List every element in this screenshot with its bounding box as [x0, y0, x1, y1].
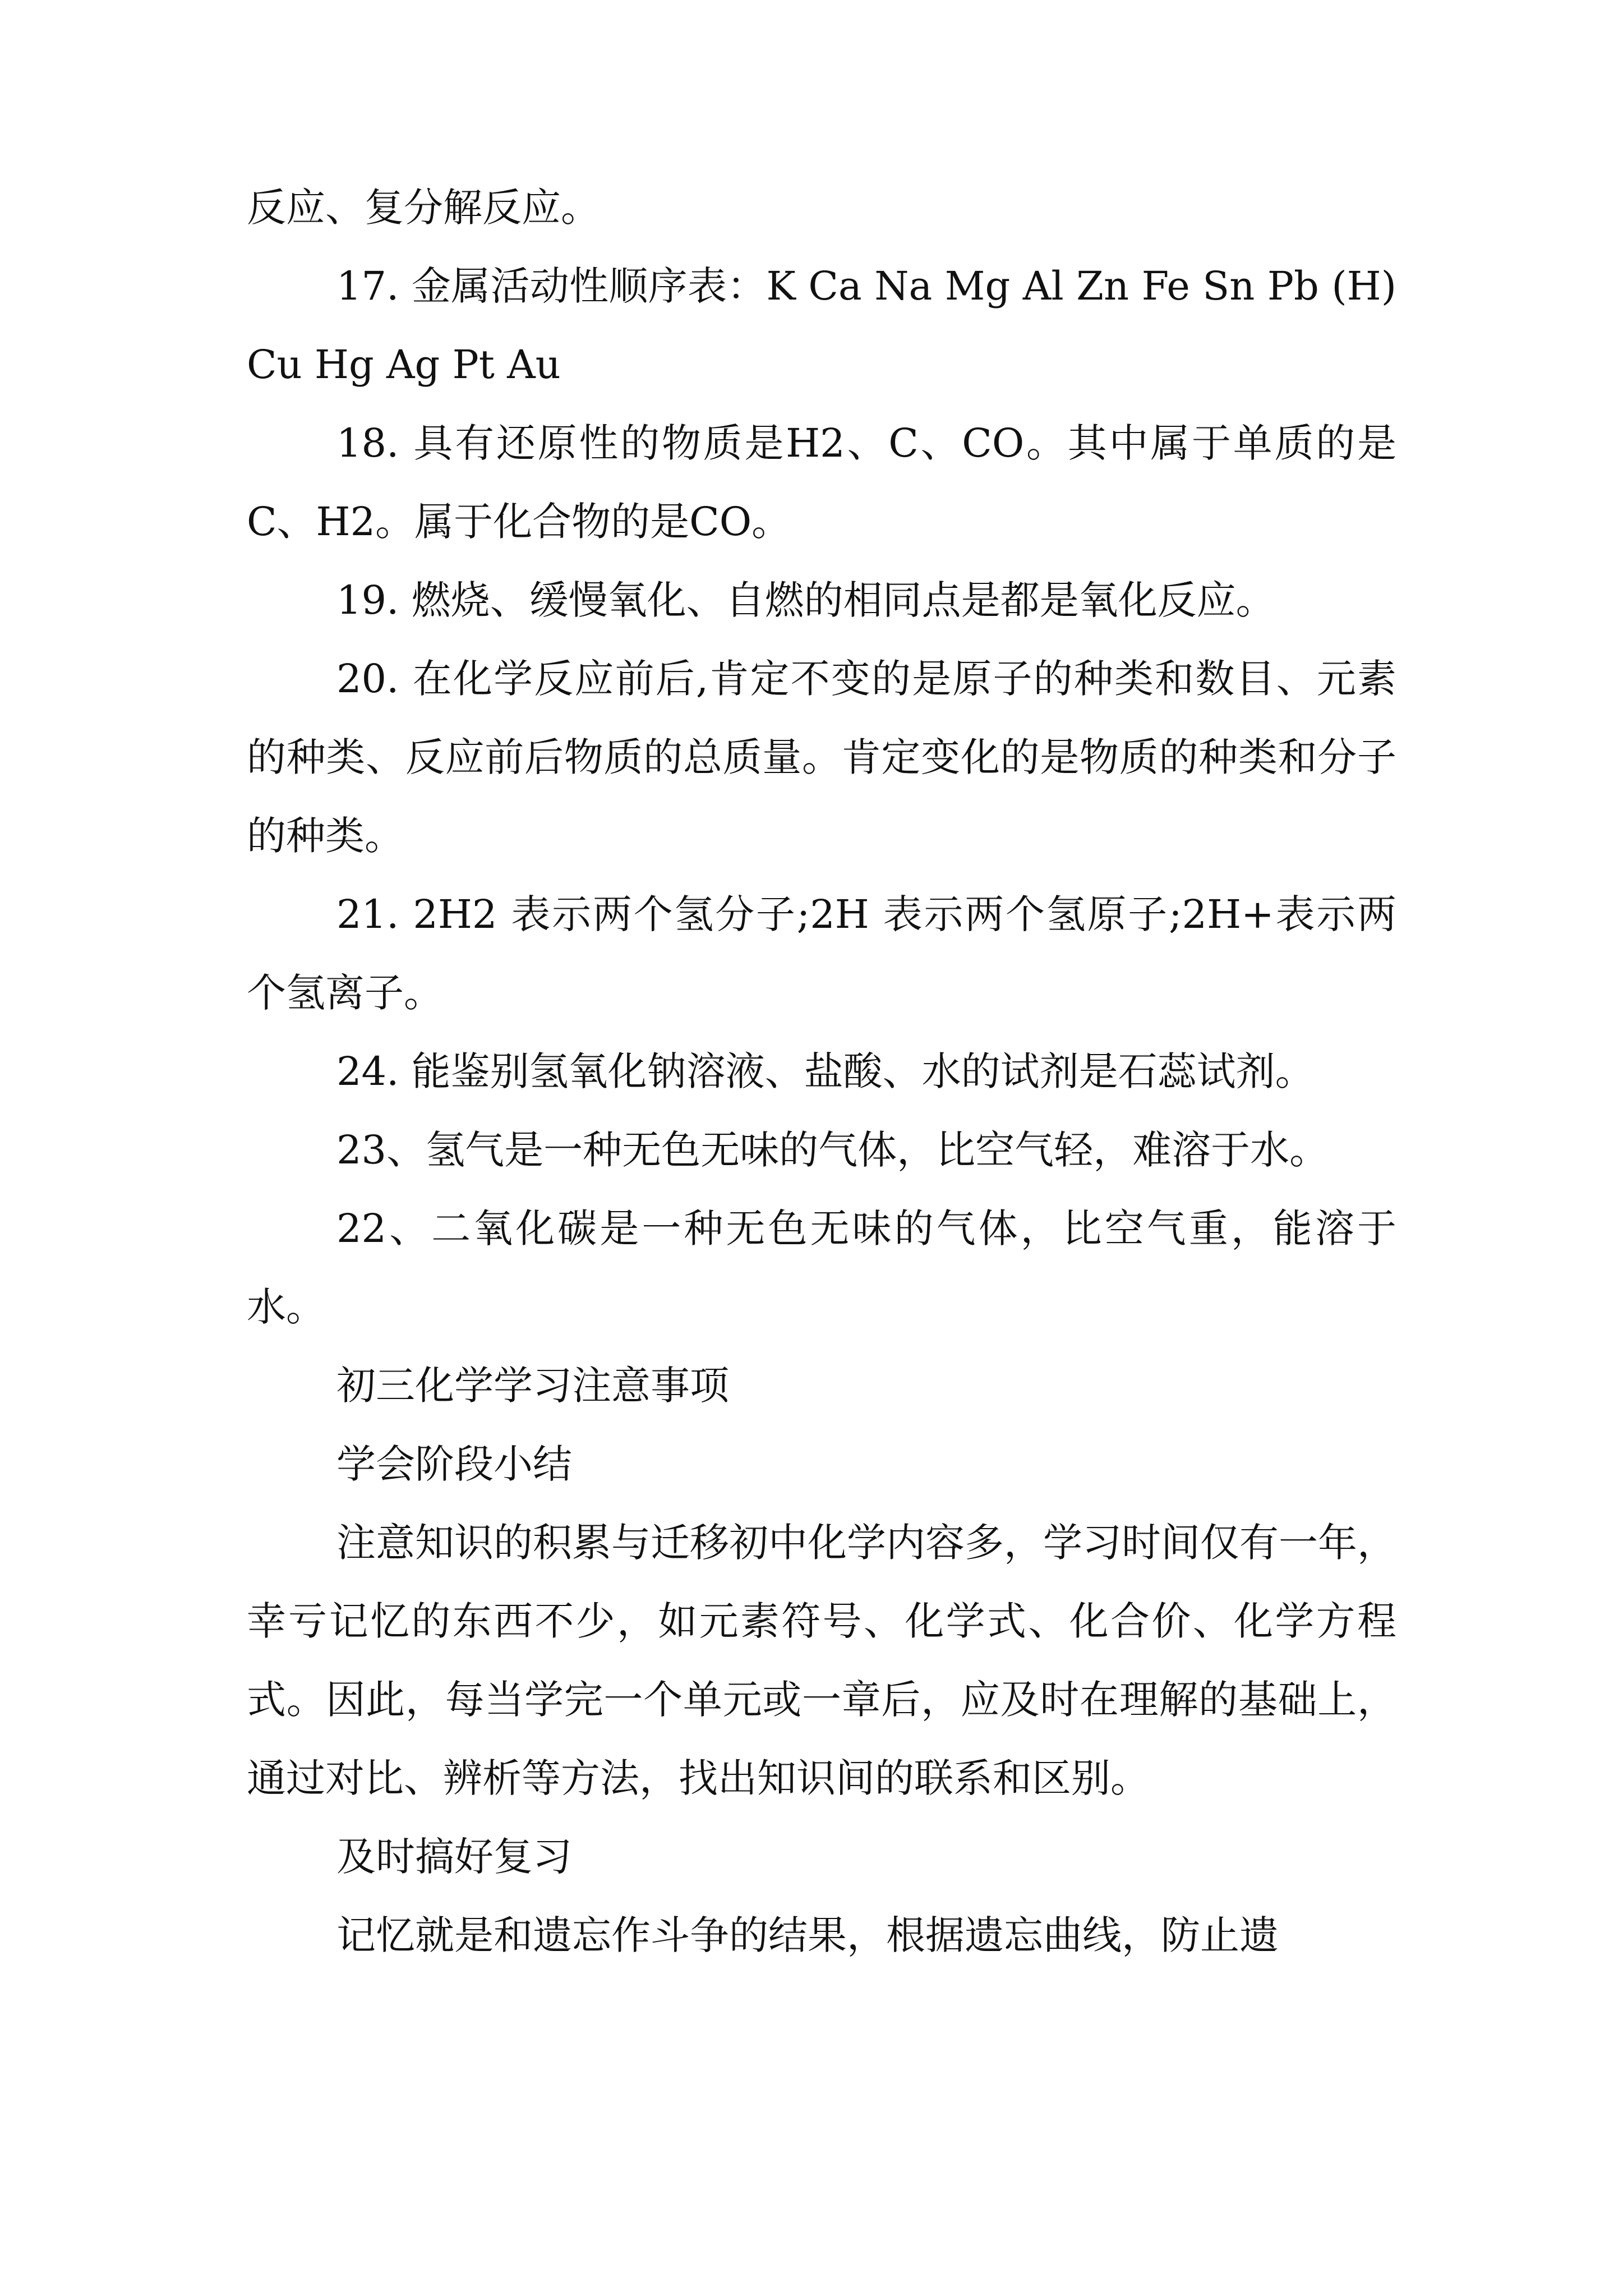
paragraph-item-20: 20. 在化学反应前后,肯定不变的是原子的种类和数目、元素的种类、反应前后物质的总质量。肯定变化的是物质的种类和分子的种类。 — [247, 656, 1396, 859]
paragraph-item-18: 18. 具有还原性的物质是H2、C、CO。其中属于单质的是C、H2。属于化合物的是CO。 — [247, 420, 1396, 545]
paragraph-item-17: 17. 金属活动性顺序表：K Ca Na Mg Al Zn Fe Sn Pb (H)Cu Hg Ag Pt Au — [247, 263, 1396, 388]
subheading-review: 及时搞好复习 — [336, 1834, 572, 1880]
document-page — [247, 168, 1396, 1975]
paragraph-continuation: 反应、复分解反应。 — [247, 185, 600, 231]
section-heading: 初三化学学习注意事项 — [336, 1363, 729, 1409]
paragraph-item-24: 24. 能鉴别氢氧化钠溶液、盐酸、水的试剂是石蕊试剂。 — [336, 1048, 1315, 1094]
paragraph-review-body: 记忆就是和遗忘作斗争的结果，根据遗忘曲线，防止遗 — [336, 1912, 1279, 1958]
paragraph-item-22: 22、二氧化碳是一种无色无味的气体，比空气重，能溶于水。 — [247, 1205, 1396, 1330]
paragraph-item-19: 19. 燃烧、缓慢氧化、自燃的相同点是都是氧化反应。 — [336, 577, 1275, 623]
paragraph-summary-body: 注意知识的积累与迁移初中化学内容多，学习时间仅有一年，幸亏记忆的东西不少，如元素符号、化学式、化合价、化学方程式。因此，每当学完一个单元或一章后，应及时在理解的基础上，通过对比、辨析等方法，找出知识间的联系和区别。 — [247, 1520, 1396, 1801]
subheading-summary: 学会阶段小结 — [336, 1441, 572, 1487]
paragraph-item-21: 21. 2H2 表示两个氢分子;2H 表示两个氢原子;2H+表示两个氢离子。 — [247, 891, 1396, 1016]
paragraph-item-23: 23、氢气是一种无色无味的气体，比空气轻，难溶于水。 — [336, 1127, 1329, 1173]
